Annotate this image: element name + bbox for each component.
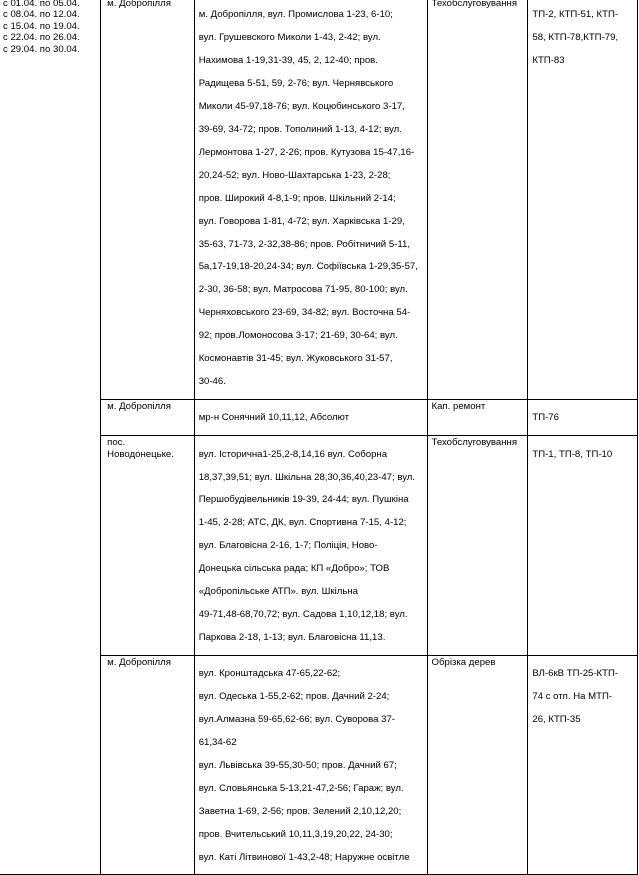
substation-line: ТП-1, ТП-8, ТП-10 — [532, 448, 613, 460]
address-line: мр-н Сонячний 10,11,12, Абсолют — [198, 412, 349, 424]
substation-line: ВЛ-6кВ ТП-25-КТП- — [532, 668, 619, 680]
address-line: 1-45, 2-28; АТС, ДК, вул. Спортивна 7-15, 4-12; — [198, 517, 407, 529]
address-line: пров. Широкий 4-8,1-9; пров. Шкільний 2-14; — [198, 192, 396, 204]
work-type-cell: Кап. ремонт — [427, 399, 528, 435]
addresses-cell — [194, 655, 427, 875]
address-line: 18,37,39,51; вул. Шкільна 28,30,36,40,23-47; вул. — [198, 471, 416, 483]
address-line: вул. Одеська 1-55,2-62; пров. Дачний 2-24; — [198, 691, 390, 703]
address-line: Миколи 45-97,18-76; вул. Коцюбинського 3-17, — [198, 101, 405, 113]
address-line: вул. Благовісна 2-16, 1-7; Поліція, Ново- — [198, 540, 378, 552]
address-line: м. Добропілля, вул. Промислова 1-23, 6-10; — [198, 9, 393, 21]
address-line: 39-69, 34-72; пров. Тополиний 1-13, 4-12; вул. — [198, 123, 402, 135]
address-line: Донецька сільська рада; КП «Добро»; ТОВ — [198, 563, 390, 575]
substation-line: ТП-2, КТП-51, КТП- — [532, 9, 619, 21]
address-line: 30-46. — [198, 375, 226, 387]
address-line: 49-71,48-68,70,72; вул. Садова 1,10,12,18; вул. — [198, 609, 408, 621]
address-line: Лермонтова 1-27, 2-26; пров. Кутузова 15-47,16- — [198, 146, 415, 158]
address-line: 35-63, 71-73, 2-32,38-86; пров. Робітничий 5-11, — [198, 238, 410, 250]
address-line: Черняховського 23-69, 34-82; вул. Восточна 54- — [198, 307, 411, 319]
substation-cell — [528, 399, 638, 435]
address-line: Паркова 2-18, 1-13; вул. Благовісна 11,13. — [198, 631, 386, 643]
address-line: Першобудівельників 19-39, 24-44; вул. Пушкіна — [198, 494, 409, 506]
address-line: вул. Історична1-25,2-8,14,16 вул. Соборна — [198, 448, 388, 460]
addresses-cell — [194, 0, 427, 399]
substation-cell — [528, 0, 638, 399]
addresses-cell — [194, 399, 427, 435]
location-cell: м. Добропілля — [101, 0, 195, 399]
table-row — [0, 0, 638, 399]
substation-cell — [528, 655, 638, 875]
date-ranges: с 01.04. по 05.04. с 08.04. по 12.04. с 15.04. по 19.04. с 22.04. по 26.04. с 29.04. по 30.04. — [0, 0, 101, 875]
substation-cell — [528, 436, 638, 656]
address-line: вул.Алмазна 59-65,62-66; вул. Суворова 37- — [198, 714, 395, 726]
substation-line: 74 с отп. На МТП- — [532, 691, 613, 703]
address-line: 2-30, 36-58; вул. Матросова 71-95, 80-100; вул. — [198, 284, 408, 296]
address-line: пров. Вчительський 10,11,3,19,20,22, 24-30; — [198, 828, 393, 840]
address-line: 61,34-62 — [198, 737, 237, 748]
substation-line: 58, КТП-78,КТП-79, — [532, 32, 619, 44]
address-line: Заветна 1-69, 2-56; пров. Зелений 2,10,12,20; — [198, 805, 402, 817]
location-cell: м. Добропілля — [101, 399, 195, 435]
addresses-cell — [194, 436, 427, 656]
address-line: вул. Каті Літвинової 1-43,2-48; Наружне освітле — [198, 851, 410, 863]
address-line: вул. Кронштадська 47-65,22-62; — [198, 668, 341, 680]
address-line: Космонавтів 31-45; вул. Жуковського 31-57, — [198, 353, 393, 365]
address-line: 92; пров.Ломоносова 3-17; 21-69, 30-64; вул. — [198, 330, 398, 342]
work-type-cell: Техобслуговування — [427, 0, 528, 399]
substation-line: ТП-76 — [532, 412, 559, 424]
address-line: вул. Грушевского Миколи 1-43, 2-42; вул. — [198, 32, 381, 44]
location-cell: пос. Новодонецьке. — [101, 436, 195, 656]
substation-line: 26, КТП-35 — [532, 714, 581, 726]
work-type-cell: Техобслуговування — [427, 436, 528, 656]
address-line: 20,24-52; вул. Ново-Шахтарська 1-23, 2-28; — [198, 169, 391, 181]
address-line: вул. Говорова 1-81, 4-72; вул. Харківська 1-29, — [198, 215, 405, 227]
address-line: «Добропільське АТП». вул. Шкільна — [198, 586, 358, 598]
work-type-cell: Обрізка дерев — [427, 655, 528, 875]
location-cell: м. Добропілля — [101, 655, 195, 875]
substation-line: КТП-83 — [532, 55, 565, 67]
address-line: Нахимова 1-19,31-39, 45, 2, 12-40; пров. — [198, 55, 378, 67]
address-line: вул. Словьянська 5-13,21-47,2-56; Гараж; вул. — [198, 782, 404, 794]
address-line: 5а,17-19,18-20,24-34; вул. Софіївська 1-29,35-57, — [198, 261, 418, 273]
address-line: вул. Львівська 39-55,30-50; пров. Дачний 67; — [198, 759, 397, 771]
address-line: Радищева 5-51, 59, 2-76; вул. Чернявського — [198, 78, 394, 90]
